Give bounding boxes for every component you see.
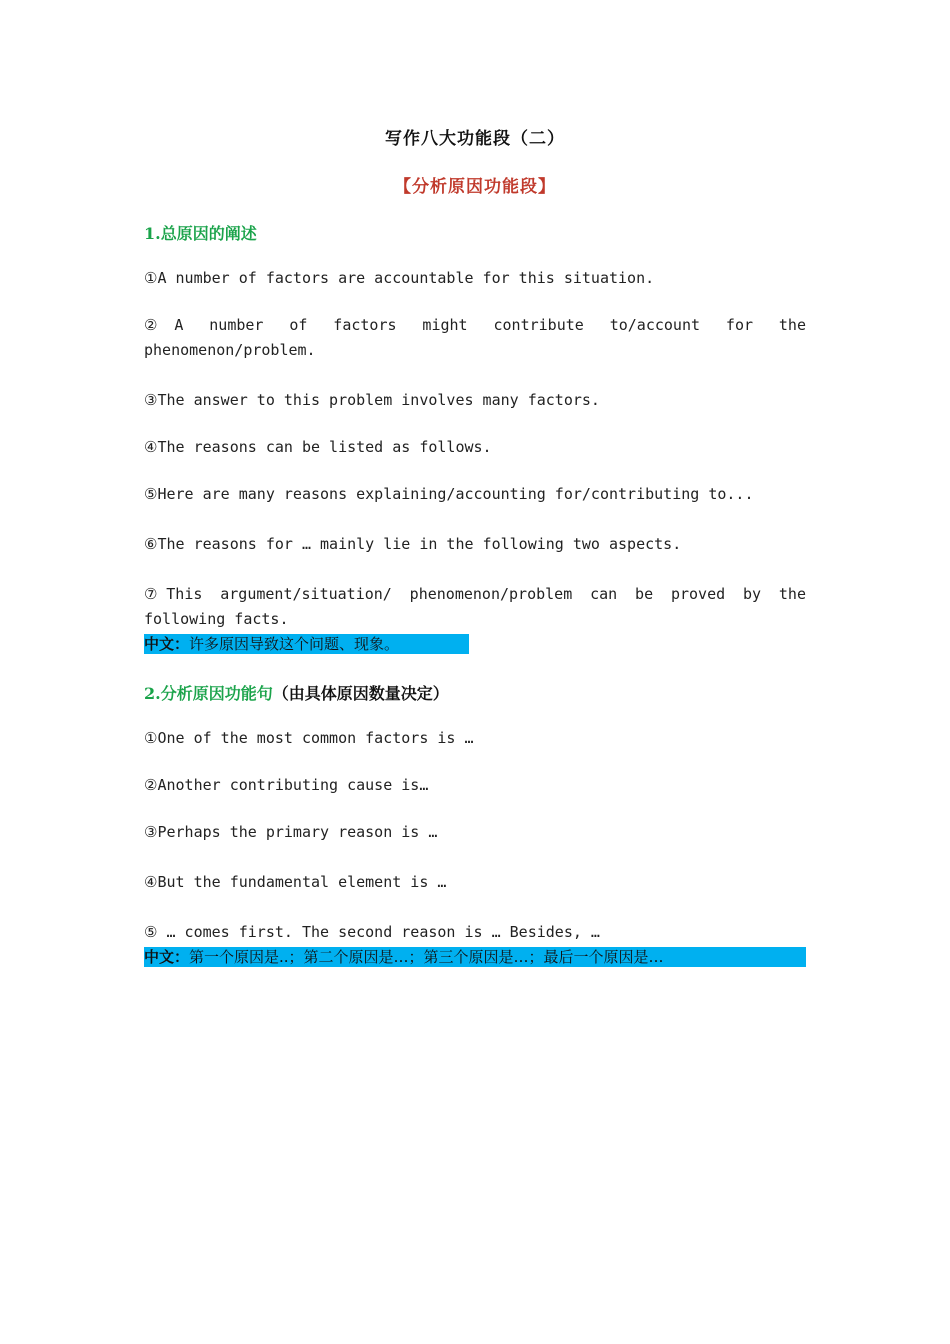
page-title: 写作八大功能段（二） (385, 129, 565, 149)
section-2-item-2: ②Another contributing cause is… (144, 776, 429, 794)
section-2-item-3: ③Perhaps the primary reason is … (144, 823, 438, 841)
section-1-chinese-label: 中文： (144, 635, 190, 653)
section-2-chinese-translation (144, 947, 806, 967)
page-subtitle: 【分析原因功能段】 (394, 177, 556, 197)
section-1-chinese-text: 许多原因导致这个问题、现象。 (189, 635, 400, 653)
section-1-heading: 1.总原因的阐述 (144, 224, 257, 243)
section-1-item-1: ①A number of factors are accountable for this situation. (144, 269, 655, 287)
section-2-heading-suffix: （由具体原因数量决定） (272, 684, 449, 703)
section-1-item-7-line-1: ⑦This argument/situation/ phenomenon/problem can be proved by the (144, 585, 806, 603)
section-2-item-4: ④But the fundamental element is … (144, 873, 447, 891)
section-1-item-4: ④The reasons can be listed as follows. (144, 438, 492, 456)
section-2-item-5: ⑤ … comes first. The second reason is … Besides, … (144, 923, 600, 941)
section-1-item-2 (144, 313, 806, 338)
section-1-item-3: ③The answer to this problem involves many factors. (144, 391, 600, 409)
section-1-chinese-translation (144, 634, 469, 654)
section-2-heading-main: 2.分析原因功能句 (144, 684, 273, 703)
section-1-item-2-line-2: phenomenon/problem. (144, 341, 316, 359)
section-2-item-1: ①One of the most common factors is … (144, 729, 474, 747)
section-2-heading (144, 681, 449, 704)
section-1-item-5: ⑤Here are many reasons explaining/accounting for/contributing to... (144, 485, 754, 503)
section-1-item-2-line-1: ②A number of factors might contribute to/account for the (144, 316, 806, 334)
section-1-item-7-line-2: following facts. (144, 610, 289, 628)
section-1-item-6: ⑥The reasons for … mainly lie in the following two aspects. (144, 535, 682, 553)
section-2-chinese-label: 中文： (144, 948, 190, 966)
section-2-chinese-text: 第一个原因是..；第二个原因是…；第三个原因是…；最后一个原因是… (189, 948, 664, 966)
section-1-item-7 (144, 582, 806, 607)
